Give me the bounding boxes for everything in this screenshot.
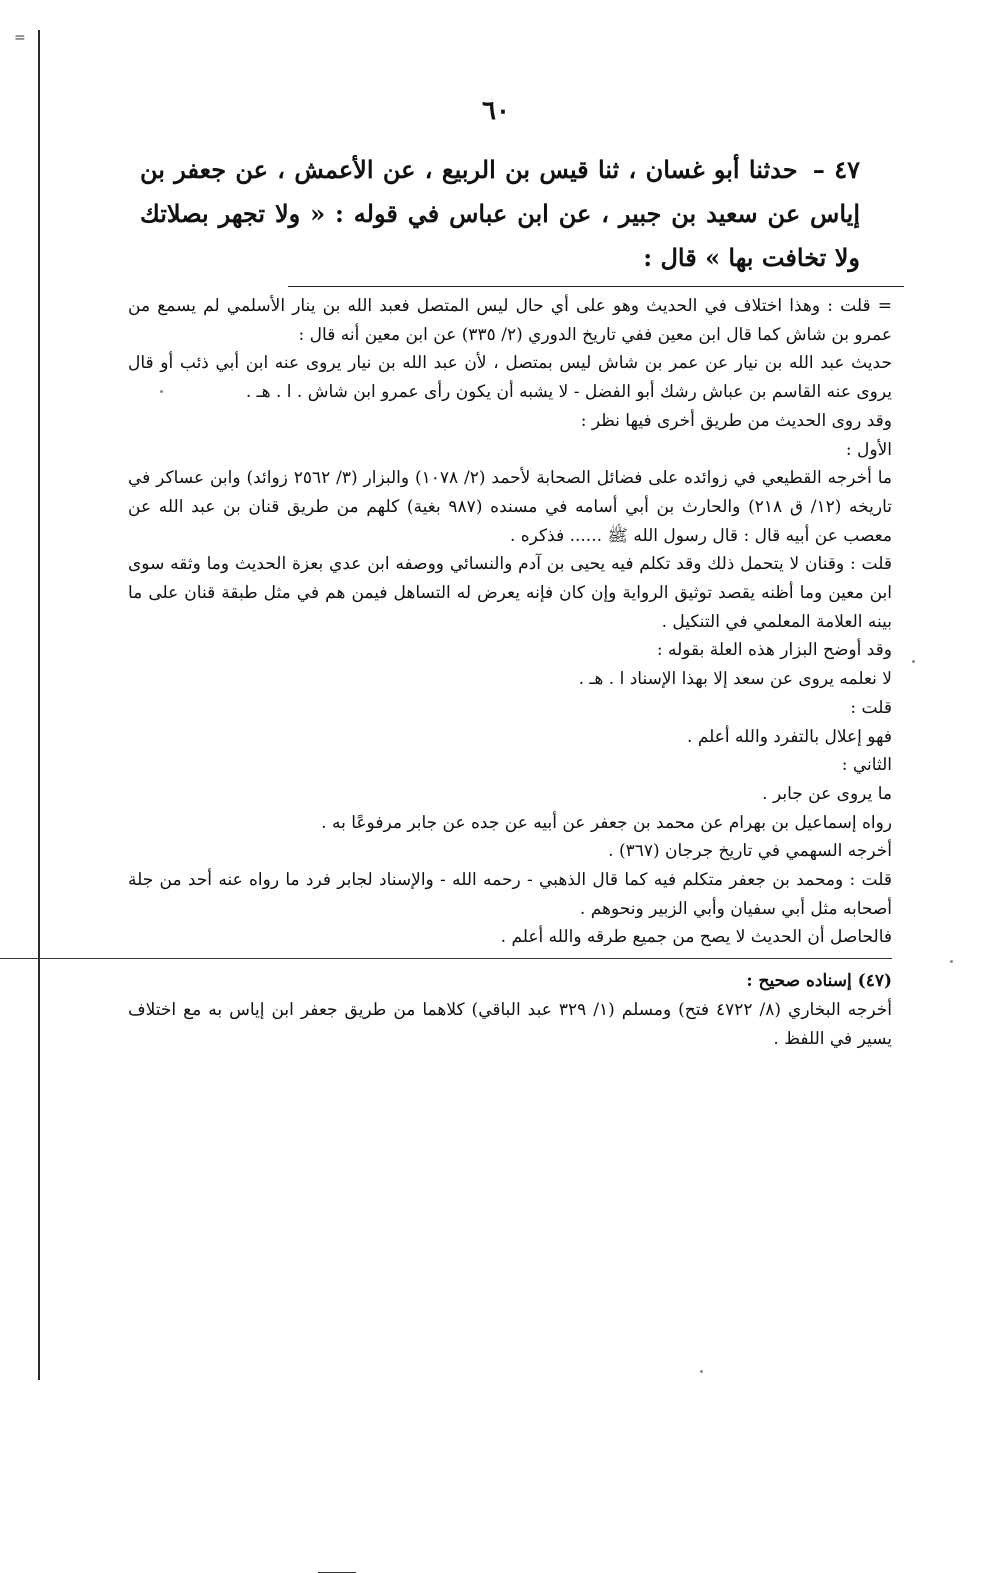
scan-speck [160, 390, 163, 393]
commentary-paragraph: الثاني : [841, 755, 892, 776]
hadith-number: ٤٧ – [812, 155, 861, 184]
hadith-paragraph [140, 148, 860, 280]
hadith-divider [288, 286, 904, 287]
commentary-block [128, 292, 892, 1053]
notes-divider [0, 958, 892, 959]
commentary-paragraph: حديث عبد الله بن نيار عن عمر بن شاش ليس بمتصل ، لأن عبد الله بن نيار يروى عنه ابن أبي ذئب أو قال يروى عنه القاسم بن عباش رشك أبو الفضل - لا يشبه أن يكون رأى عمرو ابن شاش . ا . هـ . [128, 353, 892, 403]
margin-mark: = [14, 30, 26, 46]
page-number: ٦٠ [482, 96, 510, 126]
scan-speck [950, 960, 953, 963]
commentary-paragraph: فالحاصل أن الحديث لا يصح من جميع طرقه والله أعلم . [500, 927, 892, 948]
commentary-paragraph: أخرجه السهمي في تاريخ جرجان (٣٦٧) . [608, 841, 892, 862]
commentary-paragraph: الأول : [845, 439, 892, 460]
commentary-paragraph: = قلت : وهذا اختلاف في الحديث وهو على أي حال ليس المتصل فعبد الله بن ينار الأسلمي لم يسمع من عمرو بن شاش كما قال ابن معين ففي تاريخ الدوري (٢/ ٣٣٥) عن ابن معين أنه قال : [128, 296, 892, 345]
hadith-block [140, 148, 860, 280]
commentary-paragraph: وقد روى الحديث من طريق أخرى فيها نظر : [580, 410, 892, 431]
commentary-paragraph: قلت : وقنان لا يتحمل ذلك وقد تكلم فيه يحيى بن آدم والنسائي ووصفه ابن عدي بعزة الحديث وما وثقه سوى ابن معين وما أظنه يقصد توثيق الرواية وإن كان فإنه يعرض له التساهل فيمن هم في مثل طبقة قنان على ما بينه العلامة المعلمي في التنكيل . [128, 554, 892, 632]
scan-speck [700, 1370, 703, 1373]
footnote-text: أخرجه البخاري (٨/ ٤٧٢٢ فتح) ومسلم (١/ ٣٢٩ عبد الباقي) كلاهما من طريق جعفر ابن إياس به مع اختلاف يسير في اللفظ . [128, 999, 892, 1049]
scan-speck [912, 660, 915, 663]
commentary-paragraph: ما أخرجه القطيعي في زوائده على فضائل الصحابة لأحمد (٢/ ١٠٧٨) والبزار (٣/ ٢٥٦٢ زوائد) وابن عساكر في تاريخه (١٢/ ق ٢١٨) والحارث بن أبي أسامه في مسنده (٩٨٧ بغية) كلهم من طريق قنان بن عبد الله عن معصب عن أبيه قال : قال رسول الله ﷺ ...... فذكره . [128, 468, 892, 546]
commentary-paragraph: قلت : [850, 697, 892, 718]
hadith-text: حدثنا أبو غسان ، ثنا قيس بن الربيع ، عن الأعمش ، عن جعفر بن إياس عن سعيد بن جبير ، عن ابن عباس في قوله : « ولا تجهر بصلاتك ولا تخافت بها » قال : [140, 155, 860, 272]
footnote-heading: (٤٧) إسناده صحيح : [746, 971, 892, 992]
commentary-paragraph: لا نعلمه يروى عن سعد إلا بهذا الإسناد ا . هـ . [578, 669, 892, 690]
footnote-section [128, 967, 892, 1053]
commentary-paragraph: رواه إسماعيل بن بهرام عن محمد بن جعفر عن أبيه عن جده عن جابر مرفوعًا به . [321, 812, 892, 833]
commentary-paragraph: فهو إعلال بالتفرد والله أعلم . [687, 726, 892, 747]
commentary-paragraph: وقد أوضح البزار هذه العلة بقوله : [656, 640, 892, 661]
binding-margin-line [38, 30, 40, 1380]
commentary-paragraph: ما يروى عن جابر . [762, 783, 892, 804]
commentary-paragraph: قلت : ومحمد بن جعفر متكلم فيه كما قال الذهبي - رحمه الله - والإسناد لجابر فرد ما رواه عنه أحد من جلة أصحابه مثل أبي سفيان وأبي الزبير ونحوهم . [128, 870, 892, 919]
